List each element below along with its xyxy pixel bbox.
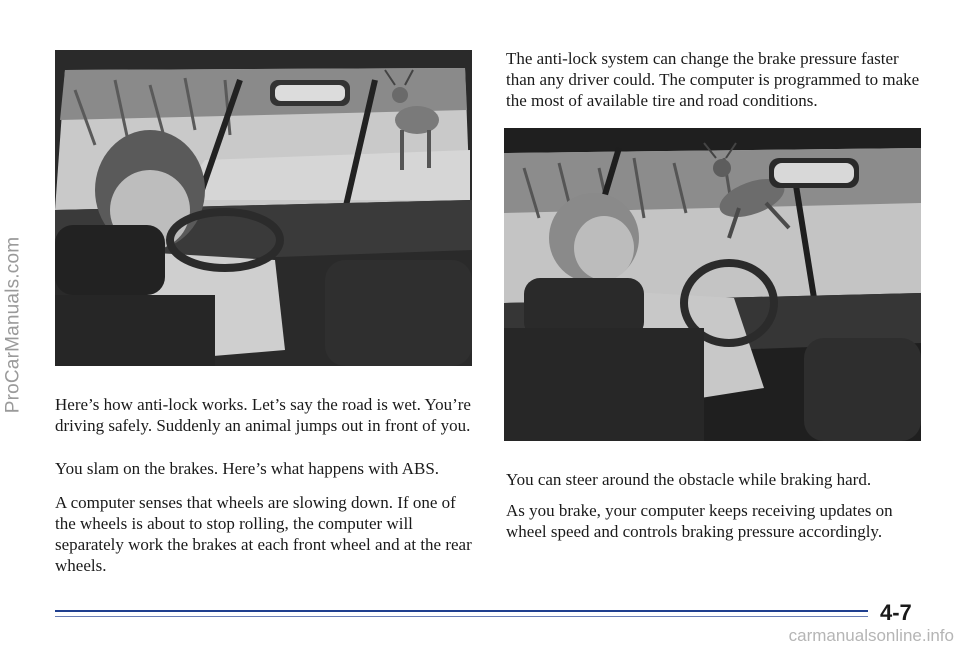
paragraph: Here’s how anti-lock works. Let’s say the road is wet. You’re driving safely. Suddenly an animal jumps out in front of you. [55,395,471,435]
paragraph: You slam on the brakes. Here’s what happens with ABS. [55,459,440,478]
footer-watermark: carmanualsonline.info [788,626,954,645]
footer-rule [55,610,868,612]
footer-rule-thin [55,616,868,617]
paragraph: A computer senses that wheels are slowing down. If one of the wheels is about to stop rolling, the computer will separately work the brakes at each front wheel and at the rear wheels. [55,493,472,575]
driver-braking-deer-jumping-illustration [504,128,921,441]
paragraph: The anti-lock system can change the brake pressure faster than any driver could. The computer is programmed to make the most of available tire and road conditions. [506,49,920,110]
page-number: 4-7 [880,600,912,625]
side-watermark [0,0,26,649]
side-watermark-text: ProCarManuals.com [2,236,24,413]
paragraph: As you brake, your computer keeps receiving updates on wheel speed and controls braking pressure accordingly. [506,501,893,541]
paragraph: You can steer around the obstacle while braking hard. [506,470,872,489]
driver-sees-deer-illustration [55,50,472,366]
